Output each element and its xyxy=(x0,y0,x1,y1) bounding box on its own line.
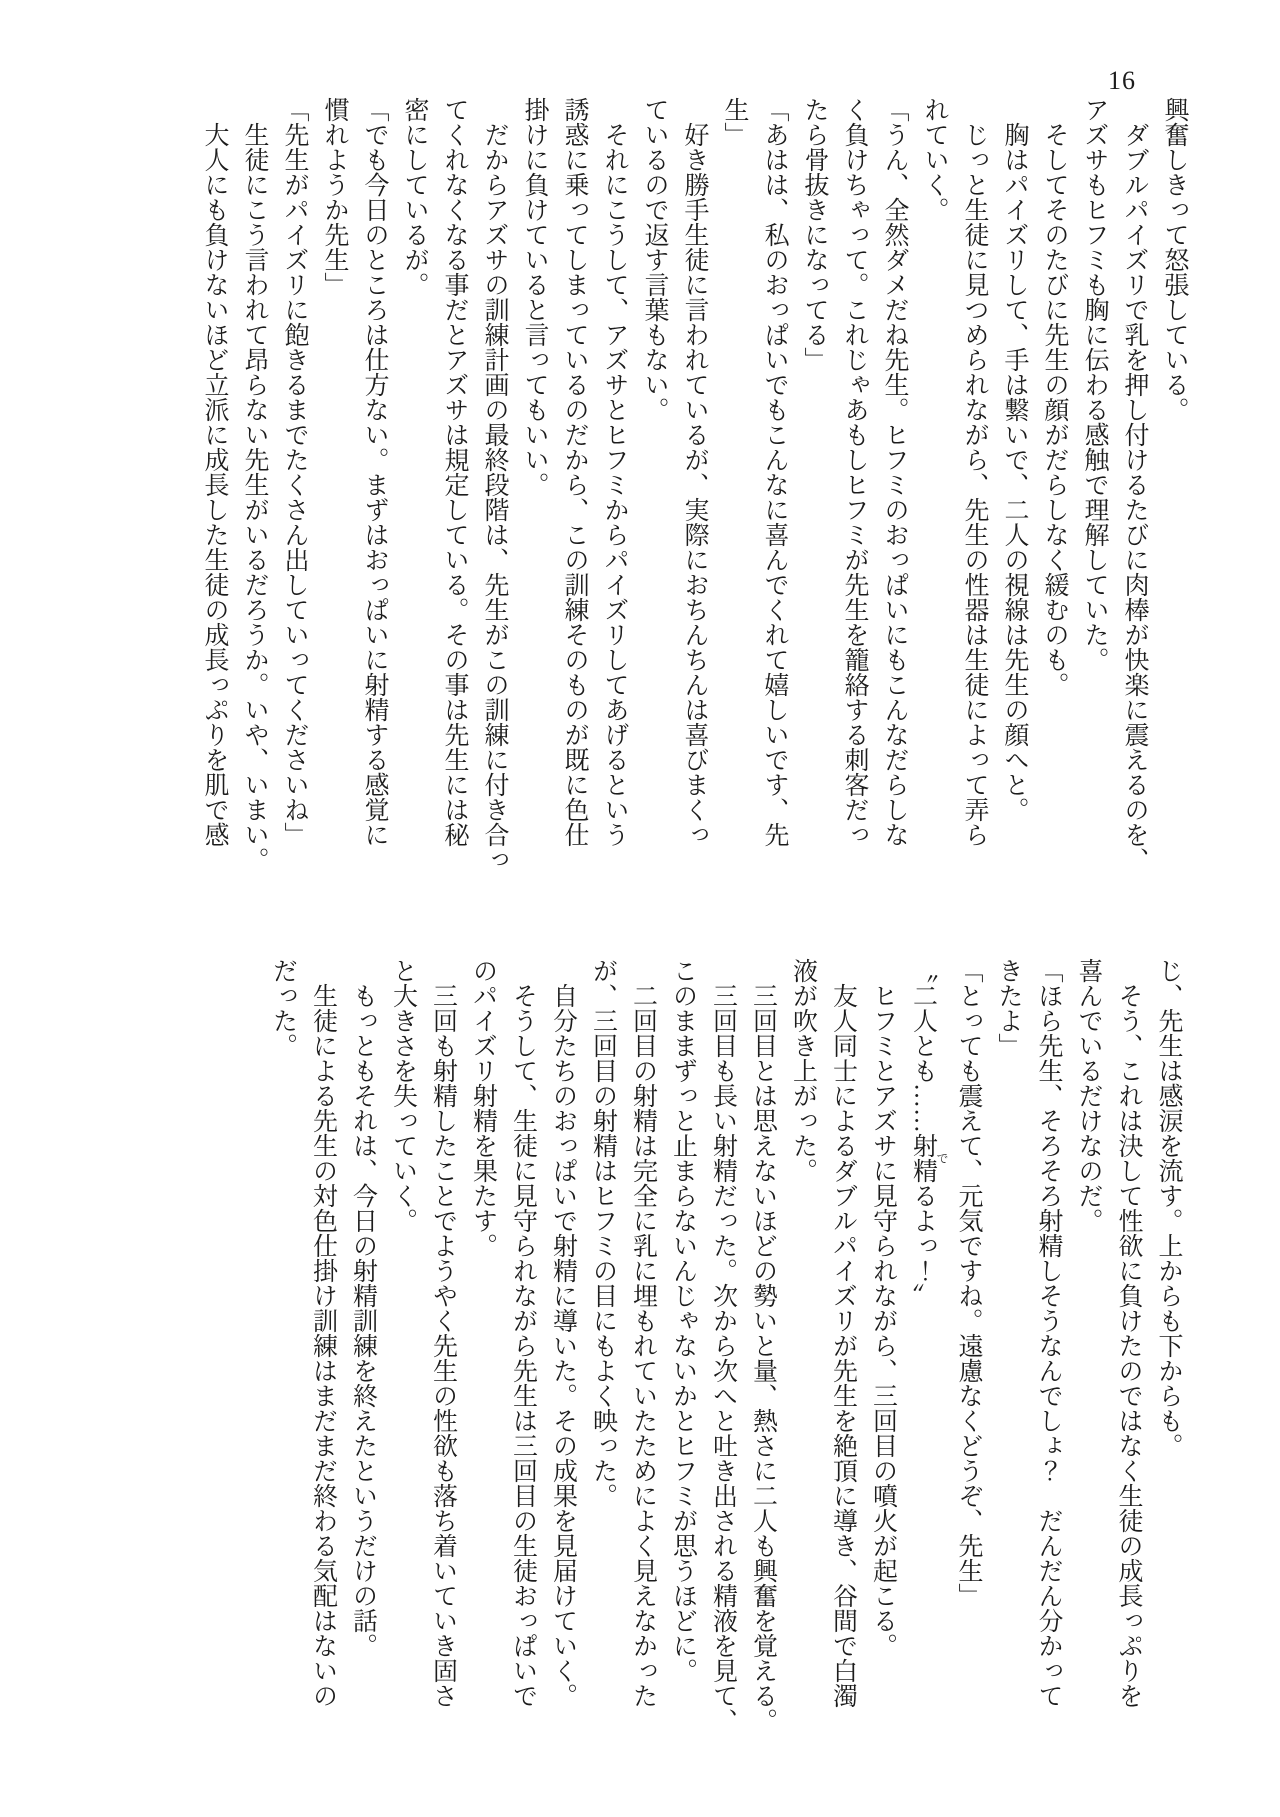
text-line: 「先生がパイズリに飽きるまでたくさん出していってくださいね」 xyxy=(281,97,308,847)
text-line: 三回目とは思えないほどの勢いと量、熱さに二人も興奮を覚える。 xyxy=(749,958,777,1733)
text-line: そうして、生徒に見守られながら先生は三回目の生徒おっぱいで xyxy=(509,958,537,1708)
text-line: 友人同士によるダブルパイズリが先生を絶頂に導き、谷間で白濁 xyxy=(829,958,857,1708)
text-line: れていく。 xyxy=(921,97,948,222)
text-line: 生」 xyxy=(721,97,748,147)
text-line: 自分たちのおっぱいで射精に導いた。その成果を見届けていく。 xyxy=(549,958,577,1708)
text-line: 興奮しきって怒張している。 xyxy=(1161,97,1188,422)
text-line: が、三回目の射精はヒフミの目にもよく映った。 xyxy=(589,958,617,1508)
text-line: 「ほら先生、そろそろ射精しそうなんでしょ？ だんだん分かって xyxy=(1035,958,1062,1708)
text-line: それにこうして、アズサとヒフミからパイズリしてあげるという xyxy=(601,97,628,847)
text-line: ダブルパイズリで乳を押し付けるたびに肉棒が快楽に震えるのを、 xyxy=(1121,97,1148,872)
text-line: 大人にも負けないほど立派に成長した生徒の成長っぷりを肌で感 xyxy=(201,97,228,847)
text-line: ヒフミとアズサに見守られながら、三回目の噴火が起こる。 xyxy=(869,958,897,1658)
text-line: じっと生徒に見つめられながら、先生の性器は生徒によって弄ら xyxy=(961,97,988,847)
upper-text-block xyxy=(194,97,1194,889)
text-line: てくれなくなる事だとアズサは規定している。その事は先生には秘 xyxy=(441,97,468,847)
text-line: 二回目の射精は完全に乳に埋もれていたためによく見えなかった xyxy=(629,958,657,1708)
page-number: 16 xyxy=(1108,66,1136,95)
text-line: 三回も射精したことでようやく先生の性欲も落ち着いていき固さ xyxy=(429,958,457,1708)
text-line: のパイズリ射精を果たす。 xyxy=(469,958,497,1258)
lower-text-block xyxy=(263,958,1189,1750)
text-line: 液が吹き上がった。 xyxy=(789,958,817,1183)
text-line: 誘惑に乗ってしまっているのだから、この訓練そのものが既に色仕 xyxy=(561,97,588,847)
text-line: そしてそのたびに先生の顔がだらしなく緩むのも。 xyxy=(1041,97,1068,697)
text-line: そう、これは決して性欲に負けたのではなく生徒の成長っぷりを xyxy=(1115,958,1142,1708)
text-line: このままずっと止まらないんじゃないかとヒフミが思うほどに。 xyxy=(669,958,697,1683)
text-line: 掛けに負けていると言ってもいい。 xyxy=(521,97,548,497)
text-line: たら骨抜きになってる」 xyxy=(801,97,828,372)
text-line: だった。 xyxy=(269,958,297,1058)
text-line: と大きさを失っていく。 xyxy=(389,958,417,1233)
text-line: きたよ」 xyxy=(995,958,1022,1058)
text-line: じ、先生は感涙を流す。上からも下からも。 xyxy=(1155,958,1182,1458)
text-line: 好き勝手生徒に言われているが、実際におちんちんは喜びまくっ xyxy=(681,97,708,847)
ruby-annotation: 射精で xyxy=(909,1133,949,1183)
text-line: もっともそれは、今日の射精訓練を終えたというだけの話。 xyxy=(349,958,377,1658)
text-line: 「でも今日のところは仕方ない。まずはおっぱいに射精する感覚に xyxy=(361,97,388,847)
text-line: く負けちゃって。これじゃあもしヒフミが先生を籠絡する刺客だっ xyxy=(841,97,868,847)
text-line: だからアズサの訓練計画の最終段階は、先生がこの訓練に付き合っ xyxy=(481,97,508,872)
text-line: 〝二人とも……射精でるよっ！〟 xyxy=(909,958,949,1308)
text-line: 「とっても震えて、元気ですね。遠慮なくどうぞ、先生」 xyxy=(955,958,982,1608)
text-line: 「うん、全然ダメだね先生。ヒフミのおっぱいにもこんなだらしな xyxy=(881,97,908,847)
text-line: 慣れようか先生」 xyxy=(321,97,348,297)
text-line: 胸はパイズリして、手は繋いで、二人の視線は先生の顔へと。 xyxy=(1001,97,1028,822)
text-line: 生徒にこう言われて昂らない先生がいるだろうか。いや、いまい。 xyxy=(241,97,268,872)
text-line: ているので返す言葉もない。 xyxy=(641,97,668,422)
text-line: 生徒による先生の対色仕掛け訓練はまだまだ終わる気配はないの xyxy=(309,958,337,1708)
text-line: 喜んでいるだけなのだ。 xyxy=(1075,958,1102,1233)
text-line: 密にしているが。 xyxy=(401,97,428,297)
text-line: 三回目も長い射精だった。次から次へと吐き出される精液を見て、 xyxy=(709,958,737,1733)
text-line: アズサもヒフミも胸に伝わる感触で理解していた。 xyxy=(1081,97,1108,672)
text-line: 「あはは、私のおっぱいでもこんなに喜んでくれて嬉しいです、先 xyxy=(761,97,788,847)
